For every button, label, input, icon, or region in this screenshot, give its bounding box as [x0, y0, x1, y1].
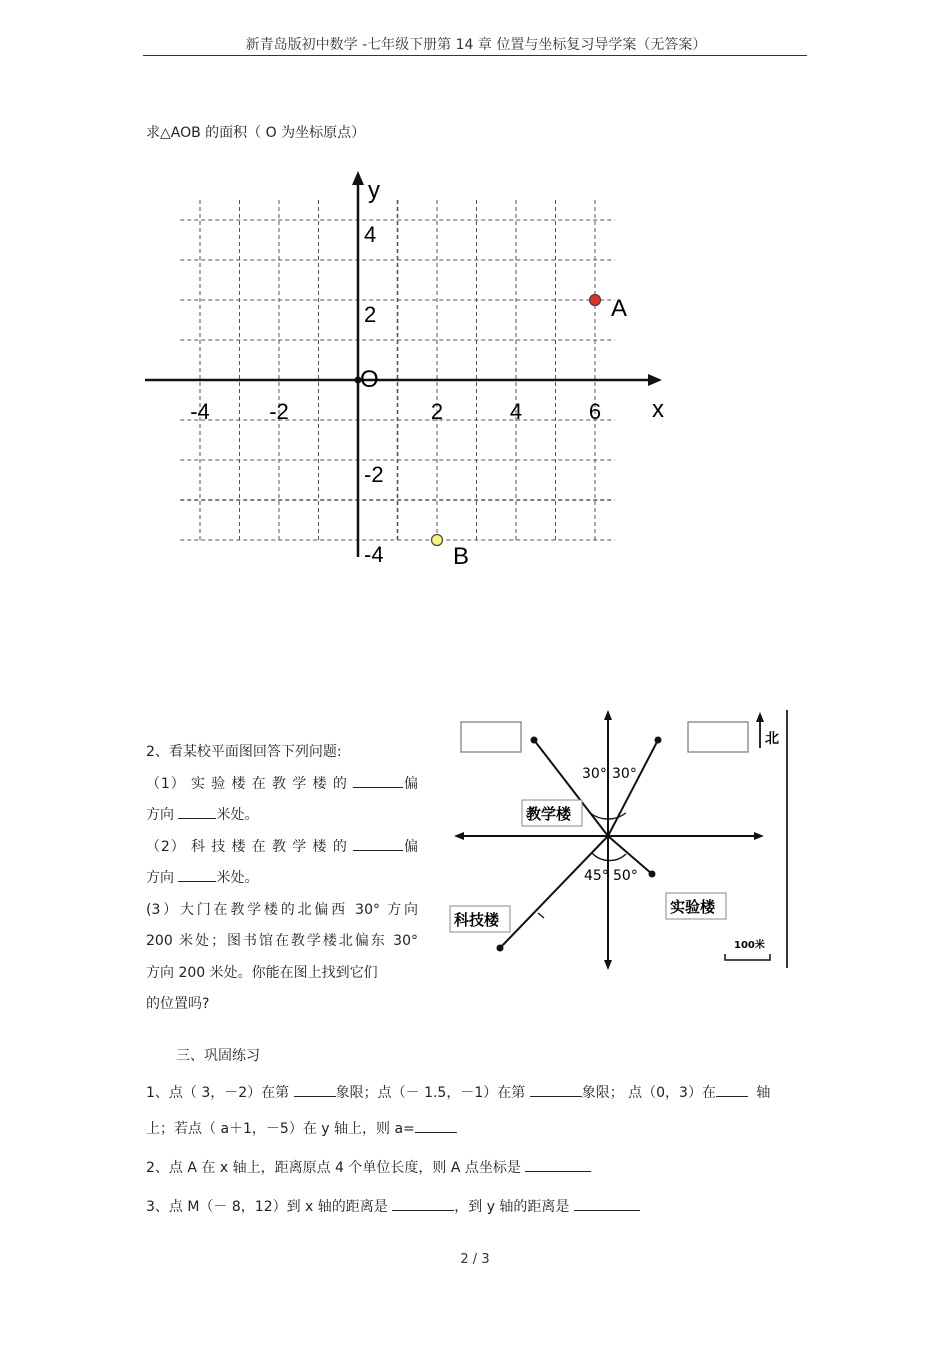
y-tick-label: -4 — [364, 542, 384, 567]
q2-sub1-line1: （1） 实 验 楼 在 教 学 楼 的 偏 — [146, 769, 418, 801]
exercise-2: 2、点 A 在 x 轴上，距离原点 4 个单位长度，则 A 点坐标是 — [146, 1157, 591, 1177]
angle-sw-label: 45° — [584, 868, 609, 884]
points — [432, 295, 628, 571]
ray-sw — [500, 836, 608, 948]
page-header: 新青岛版初中数学 -七年级下册第 14 章 位置与坐标复习导学案（无答案） — [245, 37, 707, 53]
coordinate-grid — [140, 165, 680, 585]
blank-lab-direction[interactable] — [353, 773, 403, 788]
blank-a-value[interactable] — [415, 1118, 457, 1133]
x-tick-label: -2 — [269, 399, 289, 424]
point-b-label: B — [453, 543, 470, 570]
exercise-1-line1: 1、点（ 3，－2）在第 象限；点（－ 1.5，－1）在第 象限； 点（0，3）在 轴 — [146, 1082, 770, 1102]
scale-label: 100米 — [734, 940, 765, 951]
q2-sub2-line2: 方向 米处。 — [146, 863, 418, 895]
header-rule — [143, 55, 807, 56]
ray-se-end — [649, 871, 656, 878]
plan-e-arrow — [754, 832, 764, 840]
north-label: 北 — [765, 731, 779, 747]
y-axis-arrow — [352, 171, 364, 185]
x-axis-arrow — [648, 374, 662, 386]
q2-intro: 2、看某校平面图回答下列问题: — [146, 744, 342, 760]
q2-sub3-line3: 方向 200 米处。你能在图上找到它们 — [146, 964, 378, 981]
q2-sub3-line1: (3）大门在教学楼的北偏西 30° 方向 — [146, 901, 419, 918]
point-b — [432, 535, 443, 546]
blank-axis[interactable] — [716, 1082, 748, 1097]
origin-label: O — [360, 366, 379, 393]
question-1-text: 求△AOB 的面积（ O 为坐标原点） — [146, 125, 366, 141]
angle-se-label: 50° — [613, 868, 638, 884]
q2-sub3-line2: 200 米处；图书馆在教学楼北偏东 30° — [146, 933, 418, 949]
section-3-title: 三、巩固练习 — [176, 1048, 260, 1064]
plan-n-arrow — [604, 710, 612, 720]
lab-building-label: 实验楼 — [670, 898, 716, 916]
blank-distance-x-axis[interactable] — [392, 1196, 454, 1211]
q2-sub3-line4: 的位置吗? — [146, 996, 210, 1012]
point-a — [590, 295, 601, 306]
exercise-3: 3、点 M（－ 8，12）到 x 轴的距离是 ，到 y 轴的距离是 — [146, 1196, 640, 1216]
x-tick-label: 6 — [588, 399, 602, 424]
grid-lines — [180, 200, 615, 540]
north-arrow-head — [756, 712, 764, 722]
angle-ne-label: 30° — [612, 766, 637, 782]
x-tick-label: 4 — [509, 399, 523, 424]
blank-quadrant-2[interactable] — [530, 1082, 582, 1097]
blank-box-left — [461, 722, 521, 752]
teaching-building-label: 教学楼 — [526, 805, 572, 823]
tick-labels — [190, 222, 601, 567]
blank-quadrant-1[interactable] — [294, 1082, 336, 1097]
tech-building-label: 科技楼 — [454, 911, 500, 929]
blank-distance-y-axis[interactable] — [574, 1196, 640, 1211]
exercise-1-line2: 上；若点（ a＋1，－5）在 y 轴上，则 a= — [146, 1118, 457, 1138]
y-tick-label: 2 — [364, 302, 377, 327]
x-axis-label: x — [652, 396, 664, 423]
plan-s-arrow — [604, 960, 612, 970]
angle-nw-label: 30° — [582, 766, 607, 782]
ray-sw-end — [497, 945, 504, 952]
x-tick-label: 2 — [430, 399, 444, 424]
blank-box-right — [688, 722, 748, 752]
ray-ne — [608, 740, 658, 836]
y-axis-label: y — [368, 177, 380, 204]
x-tick-label: -4 — [190, 399, 210, 424]
point-a-label: A — [611, 295, 628, 322]
q2-sub2-line1: （2） 科 技 楼 在 教 学 楼 的 偏 — [146, 832, 418, 864]
ray-ne-end — [655, 737, 662, 744]
blank-point-a-coordinate[interactable] — [525, 1157, 591, 1172]
ray-sw-tick — [538, 913, 544, 918]
ray-nw-end — [531, 737, 538, 744]
blank-lab-distance[interactable] — [178, 804, 216, 819]
blank-tech-distance[interactable] — [178, 867, 216, 882]
y-tick-label: 4 — [364, 222, 377, 247]
plan-w-arrow — [454, 832, 464, 840]
page-number: 2 / 3 — [460, 1252, 490, 1267]
blank-tech-direction[interactable] — [353, 836, 403, 851]
school-plan-diagram — [430, 708, 790, 970]
q2-sub1-line2: 方向 米处。 — [146, 800, 418, 832]
scale-bar — [725, 954, 770, 960]
y-tick-label: -2 — [364, 462, 384, 487]
question-2 — [146, 737, 418, 1021]
